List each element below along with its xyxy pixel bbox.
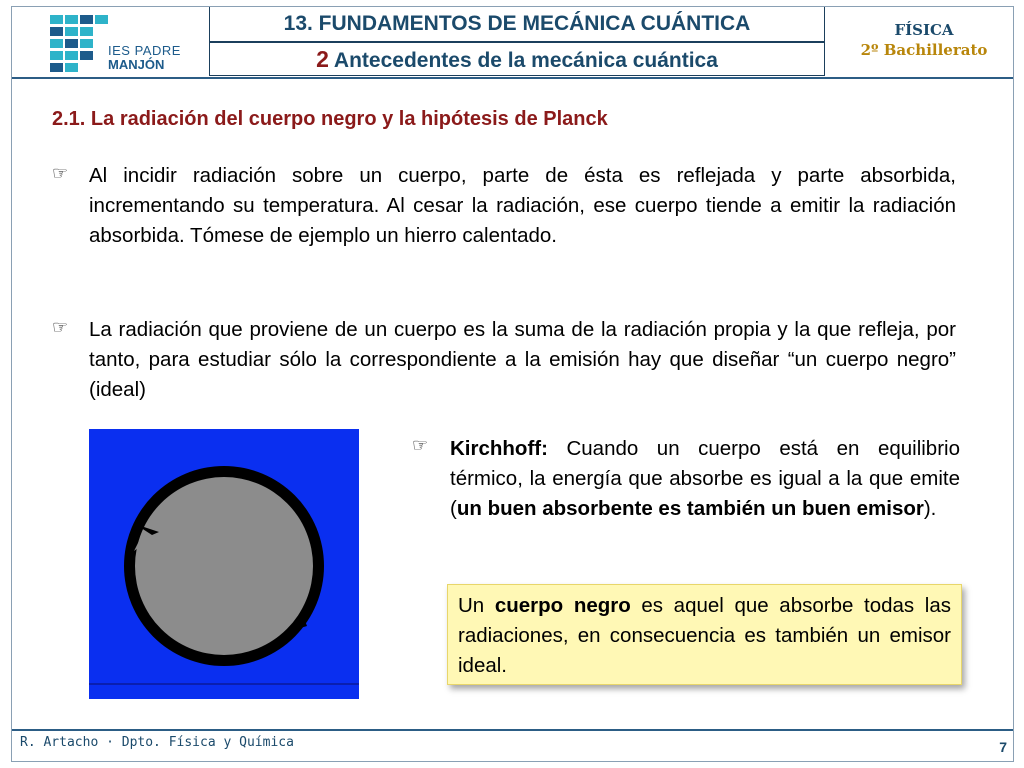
definition-box [447, 584, 962, 685]
lesson-number: 2 [316, 46, 329, 72]
definition-suffix: es aquel que absorbe todas las radiaciones, en consecuencia es también un emisor ideal. [458, 594, 951, 677]
kirchhoff-text-b: ). [923, 497, 937, 520]
paragraph-2: La radiación que proviene de un cuerpo es la suma de la radiación propia y la que refleja, por tanto, para estudiar sólo la correspondiente a la emisión hay que diseñar “un cuerpo negro” (ideal) [89, 318, 956, 401]
subject-label: FÍSICA [894, 21, 954, 39]
kirchhoff-emphasis: un buen absorbente es también un buen emisor [456, 497, 924, 520]
cavity-sphere [135, 477, 313, 655]
kirchhoff-label: Kirchhoff: [450, 437, 548, 460]
footer-author: R. Artacho · Dpto. Física y Química [20, 735, 294, 750]
black-body-illustration [89, 429, 359, 699]
pointing-hand-icon: ☞ [52, 317, 69, 338]
kirchhoff-text-a: Cuando un cuerpo está en equilibrio térmico, la energía que absorbe es igual a la que emite ( [450, 437, 960, 520]
logo-line2: MANJÓN [108, 57, 165, 72]
header [12, 7, 1013, 79]
pointing-hand-icon: ☞ [412, 435, 429, 456]
kirchhoff-paragraph [450, 434, 960, 524]
section-title: 2.1. La radiación del cuerpo negro y la hipótesis de Planck [52, 108, 608, 130]
paragraph-1: Al incidir radiación sobre un cuerpo, parte de ésta es reflejada y parte absorbida, incrementando su temperatura. Al cesar la radiación, ese cuerpo tiende a emitir la radiación absorbida. Tómese de ejemplo un hierro calentado. [89, 164, 956, 247]
definition-term: cuerpo negro [494, 594, 631, 617]
unit-title: 13. FUNDAMENTOS DE MECÁNICA CUÁNTICA [209, 7, 825, 42]
subject-block [834, 7, 1014, 77]
lesson-title [209, 42, 825, 76]
pointing-hand-icon: ☞ [52, 163, 69, 184]
course-label: 2º Bachillerato [860, 41, 988, 59]
definition-prefix: Un [458, 594, 495, 617]
school-logo [50, 15, 190, 75]
footer-divider [12, 729, 1013, 731]
lesson-title-text: Antecedentes de la mecánica cuántica [328, 49, 718, 72]
page-number: 7 [999, 739, 1007, 755]
logo-line1: IES PADRE [108, 43, 181, 58]
